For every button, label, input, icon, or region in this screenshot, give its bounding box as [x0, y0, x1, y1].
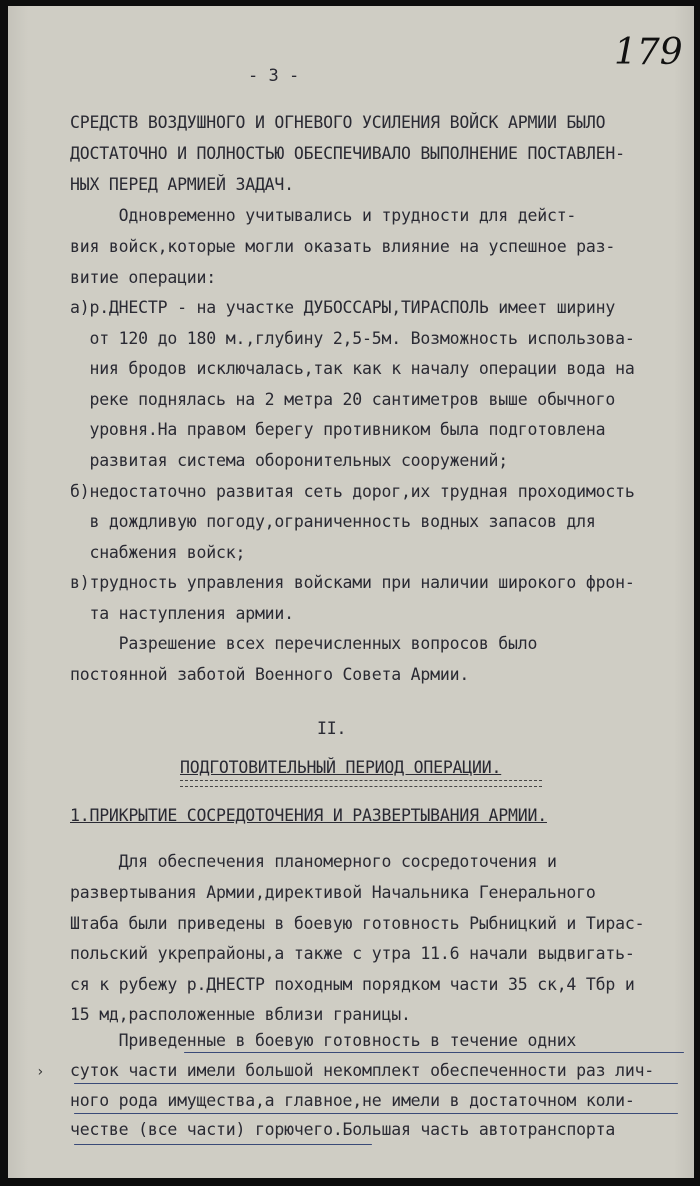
text-line: витие операции: — [70, 268, 217, 287]
text-line: НЫХ ПЕРЕД АРМИЕЙ ЗАДАЧ. — [70, 175, 294, 194]
text-line: от 120 до 180 м.,глубину 2,5-5м. Возможность использова- — [70, 329, 635, 348]
margin-mark: › — [36, 1064, 45, 1080]
text-line: Приведенные в боевую готовность в течение одних — [70, 1031, 577, 1050]
text-line: польский укрепрайоны,а также с утра 11.6 начали выдвигать- — [70, 944, 635, 963]
text-line: 15 мд,расположенные вблизи границы. — [70, 1005, 411, 1024]
folio-number: 179 — [614, 32, 683, 73]
ink-underline — [74, 1144, 372, 1145]
text-line: реке поднялась на 2 метра 20 сантиметров выше обычного — [70, 390, 616, 409]
page-number: - 3 - — [248, 66, 300, 86]
text-line: ного рода имущества,а главное,не имели в достаточном коли- — [70, 1091, 635, 1110]
ink-underline — [74, 1113, 678, 1114]
double-rule — [180, 780, 542, 787]
section-numeral: II. — [317, 719, 347, 738]
text-line: СРЕДСТВ ВОЗДУШНОГО И ОГНЕВОГО УСИЛЕНИЯ ВОЙСК АРМИИ БЫЛО — [70, 113, 606, 132]
document-page — [8, 6, 694, 1178]
text-line: в)трудность управления войсками при наличии широкого фрон- — [70, 573, 635, 592]
ink-underline — [184, 1052, 684, 1053]
text-line: уровня.На правом берегу противником была подготовлена — [70, 420, 606, 439]
text-line: развертывания Армии,директивой Начальника Генерального — [70, 883, 596, 902]
text-line: честве (все части) горючего.Большая часть автотранспорта — [70, 1120, 616, 1139]
text-line: постоянной заботой Военного Совета Армии. — [70, 665, 470, 684]
text-line: Одновременно учитывались и трудности для дейст- — [70, 206, 577, 225]
text-line: суток части имели большой некомплект обеспеченности раз лич- — [70, 1061, 655, 1080]
text-line: в дождливую погоду,ограниченность водных запасов для — [70, 512, 596, 531]
text-line: снабжения войск; — [70, 543, 246, 562]
text-line: Штаба были приведены в боевую готовность Рыбницкий и Тирас- — [70, 914, 645, 933]
text-line: а)р.ДНЕСТР - на участке ДУБОССАРЫ,ТИРАСПОЛЬ имеет ширину — [70, 298, 616, 317]
text-line: ДОСТАТОЧНО И ПОЛНОСТЬЮ ОБЕСПЕЧИВАЛО ВЫПОЛНЕНИЕ ПОСТАВЛЕН- — [70, 144, 625, 163]
text-line: ся к рубежу р.ДНЕСТР походным порядком части 35 ск,4 Тбр и — [70, 975, 635, 994]
text-line: вия войск,которые могли оказать влияние на успешное раз- — [70, 237, 616, 256]
text-line: Для обеспечения планомерного сосредоточения и — [70, 852, 557, 871]
subsection-title: 1.ПРИКРЫТИЕ СОСРЕДОТОЧЕНИЯ И РАЗВЕРТЫВАНИЯ АРМИИ. — [70, 806, 547, 825]
text-line: б)недостаточно развитая сеть дорог,их трудная проходимость — [70, 482, 635, 501]
text-line: та наступления армии. — [70, 604, 294, 623]
text-line: Разрешение всех перечисленных вопросов было — [70, 634, 538, 653]
text-line: развитая система оборонительных сооружений; — [70, 451, 509, 470]
ink-underline — [74, 1083, 678, 1084]
section-title: ПОДГОТОВИТЕЛЬНЫЙ ПЕРИОД ОПЕРАЦИИ. — [180, 758, 502, 777]
text-line: ния бродов исключалась,так как к началу операции вода на — [70, 359, 635, 378]
